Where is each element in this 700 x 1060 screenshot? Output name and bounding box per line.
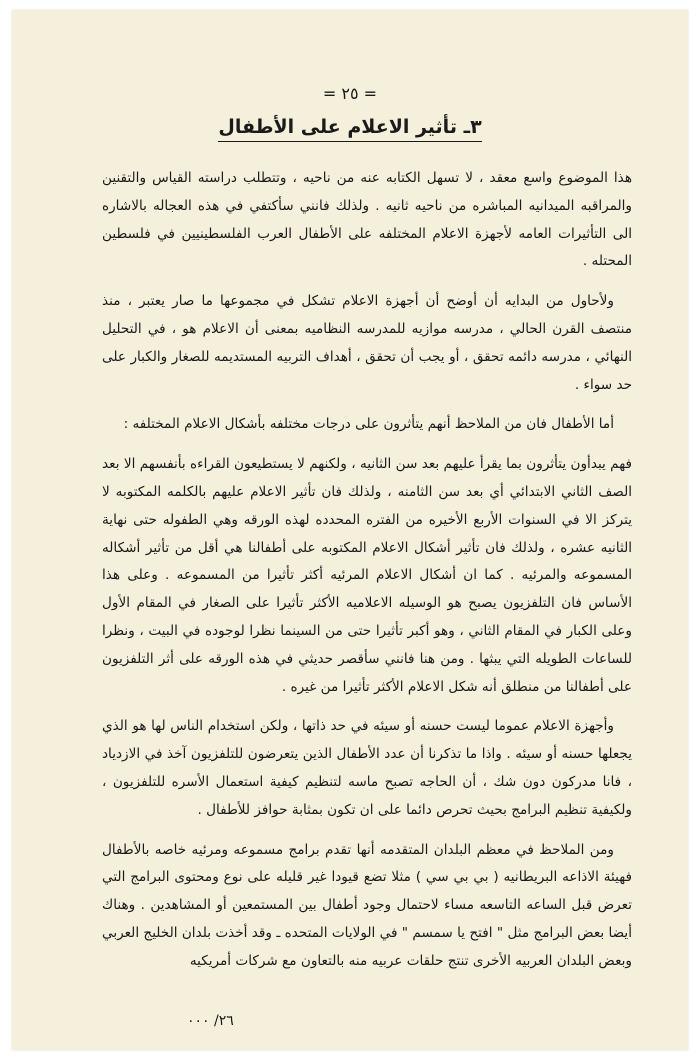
section-title-text: ٣ـ تأثير الاعلام على الأطفال [218,116,481,142]
paragraph: وأجهزة الاعلام عموما ليست حسنه أو سيئه في حد ذاتها ، ولكن استخدام الناس لها هو الذي يجعلها حسنه أو سيئه . واذا ما تذكرنا أن عدد الأطفال الذين يتعرضون للتلفزيون آخذ في الازدياد ، فانا مدركون دون شك ، أن الحاجه تصبح ماسه لتنظيم كيفية استعمال الأسره للتلفزيون ، ولكيفية تنظيم البرامج بحيث تحرص دائما على ان تكون بمثابة حوافز للأطفال . [102,718,632,818]
paragraph: أما الأطفال فان من الملاحظ أنهم يتأثرون على درجات مختلفه بأشكال الاعلام المختلفه : [123,416,614,433]
paragraph: هذا الموضوع واسع معقد ، لا تسهل الكتابه عنه من ناحيه ، وتتطلب دراسته القياس والتقنين والمراقبه الميدانيه المباشره من ناحيه ثانيه . ولذلك فانني سأكتفي في هذه العجاله بالاشاره الى التأثيرات العامه لأجهزة الاعلام المختلفه على الأطفال العرب الفلسطينيين في فلسطين المحتله . [102,170,632,270]
paragraph: ومن الملاحظ في معظم البلدان المتقدمه أنها تقدم برامج مسموعه ومرئيه خاصه بالأطفال فهيئة الاذاعه البريطانيه ( بي بي سي ) مثلا تضع قيودا غير قليله على نوع ومحتوى البرامج التي تعرض قبل الساعه التاسعه مساء لاحتمال وجود أطفال بين المستمعين أو المشاهدين . وهناك أيضا بعض البرامج مثل " افتح يا سمسم " في الولايات المتحده ـ وقد أخذت بلدان الخليج العربي وبعض البلدان العربيه الأخرى تنتج حلقات عربيه منه بالتعاون مع شركات أمريكيه [102,841,632,969]
body-text [102,165,632,988]
page-number: = ٢٥ = [322,84,378,103]
document-page [12,10,688,1050]
continuation-mark: ٢٦/ ٠٠٠ [187,1013,234,1029]
paragraph: فهم يبدأون يتأثرون بما يقرأ عليهم بعد سن الثانيه ، ولكنهم لا يستطيعون القراءه بأنفسهم الا بعد الصف الثاني الابتدائي أي بعد سن الثامنه ، ولذلك فان تأثير الاعلام عليهم بالكلمه المكتوبه لا يتركز الا في السنوات الأربع الأخيره من الفتره المحدده لهذه الورقه وهي الطفوله حتى نهاية الثانيه عشره ، ولذلك فان تأثير أشكال الاعلام المكتوبه على أطفالنا هي أقل من تأثير أشكاله المسموعه والمرئيه . كما ان أشكال الاعلام المرئيه أكثر تأثيرا من المسموعه . وعلى هذا الأساس فان التلفزيون يصبح هو الوسيله الاعلاميه الأكثر تأثيرا على الصغار في المقام الأول وعلى الكبار في المقام الثاني ، وهو أكبر تأثيرا حتى من السينما نظرا لوجوده في البيت ، ونظرا للساعات الطويله التي يبثها . ومن هنا فانني سأقصر حديثي في هذه الورقه على أثر التلفزيون على أطفالنا من منطلق أنه شكل الاعلام الأكثر تأثيرا من غيره . [102,456,632,695]
paragraph: ولأحاول من البدايه أن أوضح أن أجهزة الاعلام تشكل في مجموعها ما صار يعتبر ، منذ منتصف القرن الحالي ، مدرسه موازيه للمدرسه النظاميه بمعنى أن الاعلام هو ، في التحليل النهائي ، مدرسه دائمه تحقق ، أو يجب أن تحقق ، أهداف التربيه المستديمه للصغار والكبار على حد سواء . [102,293,632,393]
section-title [72,116,628,138]
